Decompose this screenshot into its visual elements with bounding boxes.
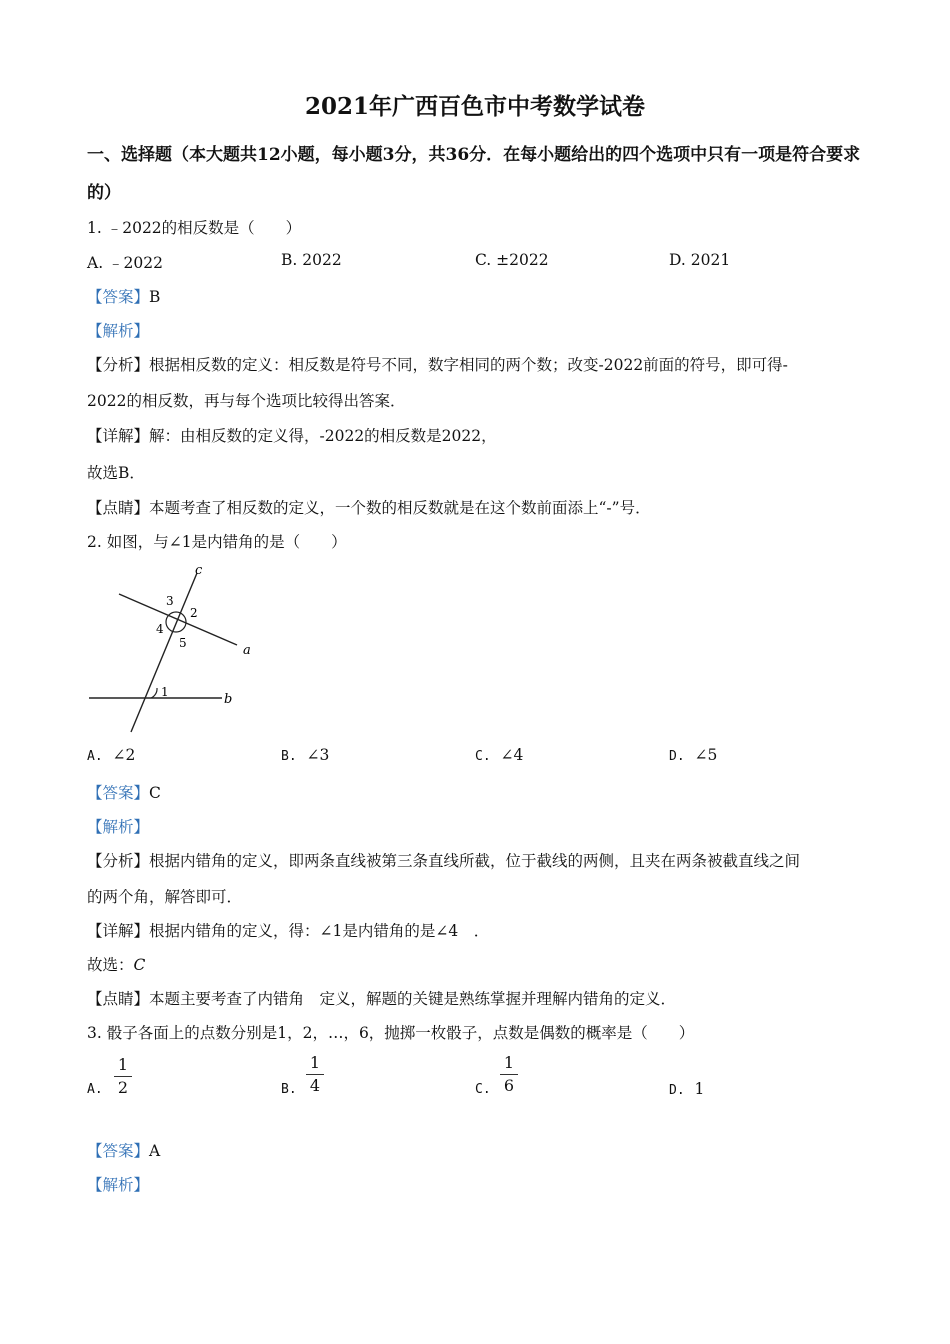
q2-analysis-tag: 【解析】 (87, 818, 150, 836)
q3-stem: 3. 骰子各面上的点数分别是1，2，…，6，抛掷一枚骰子，点数是偶数的概率是（ ） (87, 1024, 695, 1042)
label-angle-3: 3 (166, 594, 174, 608)
q1-fenxi: 【分析】根据相反数的定义：相反数是符号不同，数字相同的两个数；改变-2022前面的符号，即可得- (87, 356, 788, 374)
q2-option-c: C. ∠4 (475, 746, 524, 764)
angle-figure (87, 560, 267, 740)
q2-xiangjie: 【详解】根据内错角的定义，得：∠1是内错角的是∠4 ． (87, 922, 490, 940)
q1-analysis-tag: 【解析】 (87, 322, 150, 340)
q1-stem: 1. ﹣2022的相反数是（ ） (87, 219, 302, 237)
label-angle-4: 4 (156, 622, 164, 636)
label-angle-2: 2 (190, 606, 198, 620)
q3-option-d: D. 1 (669, 1080, 705, 1098)
q2-fenxi: 【分析】根据内错角的定义，即两条直线被第三条直线所截，位于截线的两侧，且夹在两条被截直线之间 (87, 852, 801, 870)
q1-fenxi-cont: 2022的相反数，再与每个选项比较得出答案． (87, 392, 406, 410)
answer-value: C (149, 784, 161, 802)
q2-guxuan: 故选：C (87, 956, 146, 974)
page-title: 2021年广西百色市中考数学试卷 (304, 93, 645, 120)
q3-option-a-letter: A. (87, 1082, 103, 1097)
answer-tag: 【答案】 (87, 784, 150, 802)
label-angle-5: 5 (179, 636, 187, 650)
angle-arc-1 (151, 688, 157, 698)
q3-option-a-fraction: 1 2 (114, 1056, 132, 1097)
label-b: b (224, 692, 233, 707)
q2-stem: 2. 如图，与∠1是内错角的是（ ） (87, 533, 347, 551)
q1-dianjing: 【点睛】本题考查了相反数的定义，一个数的相反数就是在这个数前面添上“-”号． (87, 499, 651, 517)
q1-option-a: A. ﹣2022 (87, 254, 163, 272)
line-c (131, 573, 197, 732)
q2-option-b: B. ∠3 (281, 746, 330, 764)
answer-tag: 【答案】 (87, 288, 150, 306)
q2-answer (87, 781, 161, 803)
label-a: a (243, 643, 251, 658)
q3-option-c-fraction: 1 6 (500, 1054, 518, 1095)
answer-value: B (149, 288, 161, 306)
label-angle-1: 1 (161, 685, 169, 699)
q1-option-b: B. 2022 (281, 251, 342, 269)
q1-option-d: D. 2021 (669, 251, 731, 269)
q2-option-d: D. ∠5 (669, 746, 718, 764)
q1-option-c: C. ±2022 (475, 251, 549, 269)
q1-xiangjie: 【详解】解：由相反数的定义得，-2022的相反数是2022， (87, 427, 497, 445)
answer-tag: 【答案】 (87, 1142, 150, 1160)
answer-value: A (149, 1142, 161, 1160)
q3-option-b-letter: B. (281, 1082, 297, 1097)
q3-answer (87, 1139, 160, 1161)
q1-guxuan: 故选B． (87, 464, 145, 482)
q3-option-b-fraction: 1 4 (306, 1054, 324, 1095)
label-c: c (195, 563, 203, 578)
q2-dianjing: 【点睛】本题主要考查了内错角 定义，解题的关键是熟练掌握并理解内错角的定义． (87, 990, 677, 1008)
section-heading: 一、选择题（本大题共12小题，每小题3分，共36分．在每小题给出的四个选项中只有一项是符合要求的） (87, 145, 861, 203)
q3-option-c-letter: C. (475, 1082, 491, 1097)
q2-fenxi-cont: 的两个角，解答即可． (87, 888, 243, 906)
q1-answer (87, 285, 160, 307)
q2-option-a: A. ∠2 (87, 746, 136, 764)
q3-analysis-tag: 【解析】 (87, 1176, 150, 1194)
